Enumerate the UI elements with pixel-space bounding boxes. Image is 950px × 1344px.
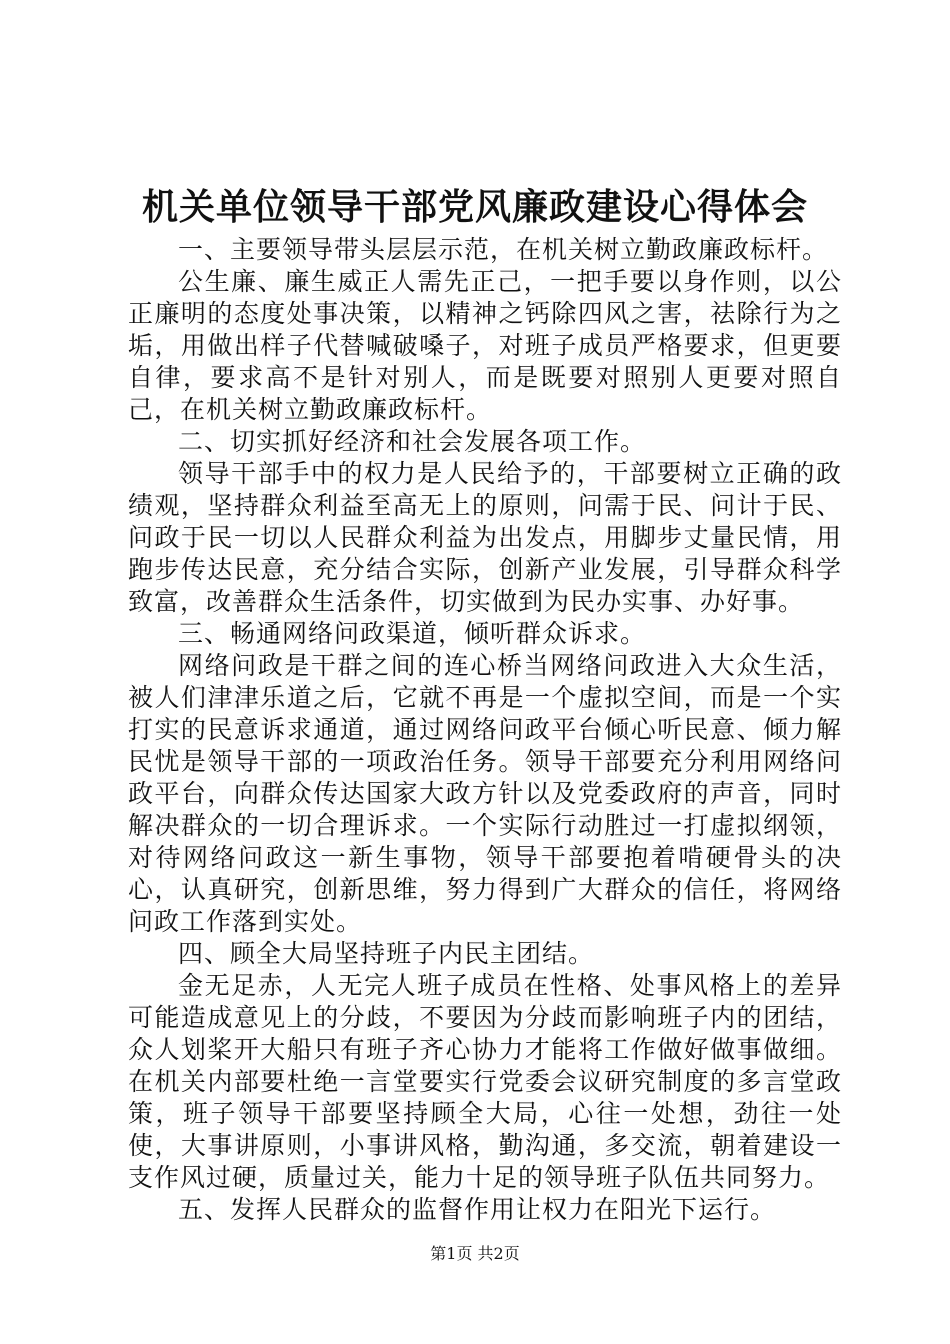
paragraph-body-1: 公生廉、廉生威正人需先正己，一把手要以身作则，以公正廉明的态度处事决策，以精神之钙除四风之害，祛除行为之垢，用做出样子代替喊破嗓子，对班子成员严格要求，但更要自律，要求高不是针对别人，而是既要对照别人更要对照自己，在机关树立勤政廉政标杆。	[128, 267, 842, 424]
paragraph-heading-1: 一、主要领导带头层层示范，在机关树立勤政廉政标杆。	[178, 235, 829, 264]
paragraph-heading-3: 三、畅通网络问政渠道，倾听群众诉求。	[178, 619, 647, 648]
paragraph-heading-5: 五、发挥人民群众的监督作用让权力在阳光下运行。	[178, 1195, 777, 1224]
paragraph-body-2: 领导干部手中的权力是人民给予的，干部要树立正确的政绩观，坚持群众利益至高无上的原则，问需于民、问计于民、问政于民一切以人民群众利益为出发点，用脚步丈量民情，用跑步传达民意，充分结合实际，创新产业发展，引导群众科学致富，改善群众生活条件，切实做到为民办实事、办好事。	[128, 459, 842, 616]
paragraph-heading-4: 四、顾全大局坚持班子内民主团结。	[178, 939, 595, 968]
paragraph-body-4: 金无足赤，人无完人班子成员在性格、处事风格上的差异可能造成意见上的分歧，不要因为分歧而影响班子内的团结，众人划桨开大船只有班子齐心协力才能将工作做好做事做细。在机关内部要杜绝一言堂要实行党委会议研究制度的多言堂政策，班子领导干部要坚持顾全大局，心往一处想，劲往一处使，大事讲原则，小事讲风格，勤沟通，多交流，朝着建设一支作风过硬，质量过关，能力十足的领导班子队伍共同努力。	[128, 971, 842, 1192]
document-title: 机关单位领导干部党风廉政建设心得体会	[141, 187, 808, 228]
page-footer: 第1页 共2页	[430, 1244, 520, 1263]
document-body	[128, 234, 842, 1226]
paragraph-body-3: 网络问政是干群之间的连心桥当网络问政进入大众生活，被人们津津乐道之后，它就不再是一个虚拟空间，而是一个实打实的民意诉求通道，通过网络问政平台倾心听民意、倾力解民忧是领导干部的一项政治任务。领导干部要充分利用网络问政平台，向群众传达国家大政方针以及党委政府的声音，同时解决群众的一切合理诉求。一个实际行动胜过一打虚拟纲领，对待网络问政这一新生事物，领导干部要抱着啃硬骨头的决心，认真研究，创新思维，努力得到广大群众的信任，将网络问政工作落到实处。	[128, 651, 842, 936]
paragraph-heading-2: 二、切实抓好经济和社会发展各项工作。	[178, 427, 647, 456]
